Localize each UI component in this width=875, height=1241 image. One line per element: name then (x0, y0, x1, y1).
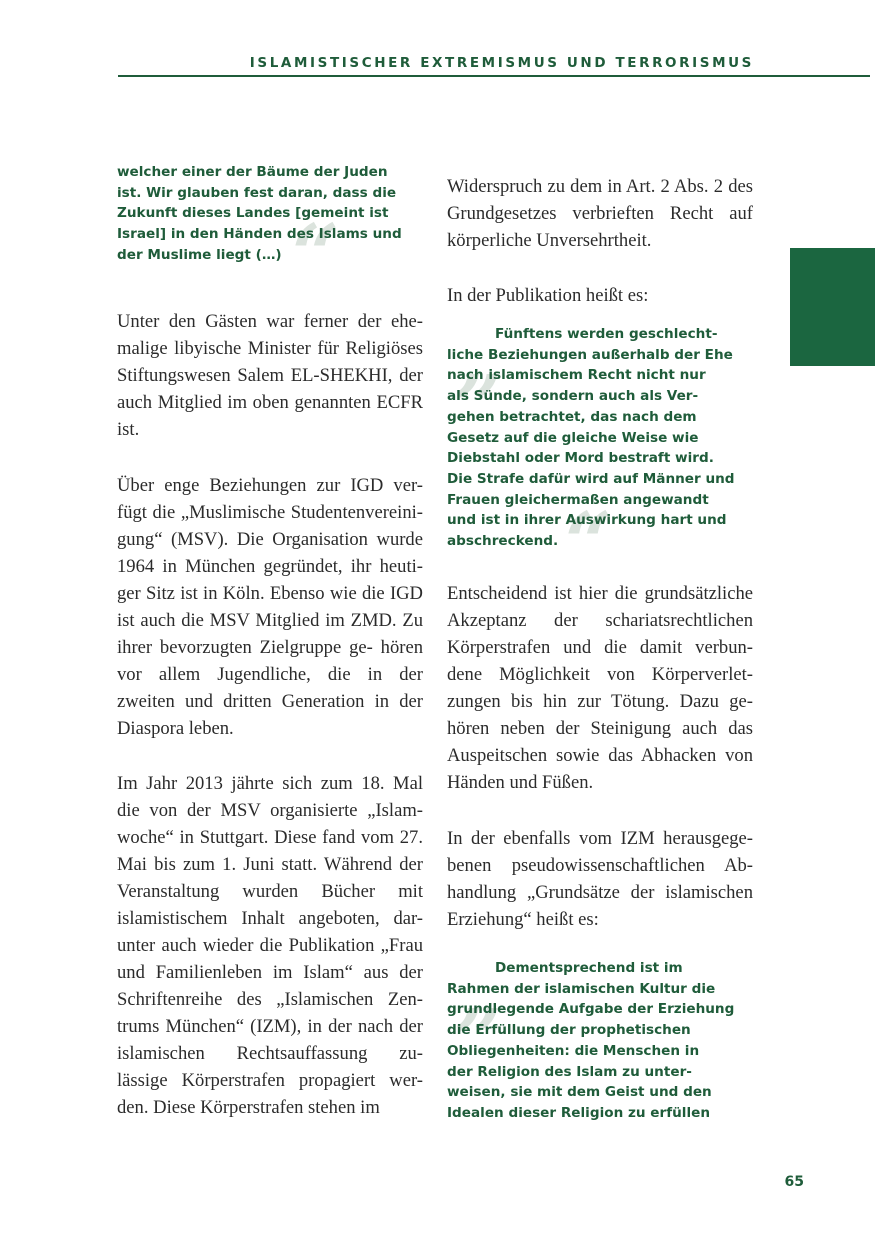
text-line: Im Jahr 2013 jährte sich zum 18. Mal (117, 773, 423, 794)
text-line: den. Diese Körperstrafen stehen im (117, 1097, 380, 1118)
closing-quote-mark: “ (292, 207, 340, 303)
text-line: dene Möglichkeit von Körperverlet- (447, 664, 753, 685)
text-line: In der Publikation heißt es: (447, 285, 649, 306)
quote-line: gehen betrachtet, das nach dem (447, 408, 697, 425)
quote-line: liche Beziehungen außerhalb der Ehe (447, 346, 733, 363)
text-line: der Veranstaltung wurden Bücher mit (117, 854, 423, 902)
right-paragraph-2 (447, 282, 753, 309)
quote-line: Zukunft dieses Landes [gemeint ist (117, 205, 389, 222)
quote-line: Fünftens werden geschlecht- (495, 326, 718, 342)
quote-line: Idealen dieser Religion zu erfüllen (447, 1104, 711, 1121)
text-line: benen pseudowissenschaftlichen Ab- (447, 855, 753, 876)
quote-line: Gesetz auf die gleiche Weise wie (447, 429, 699, 446)
quote-line: weisen, sie mit dem Geist und den (447, 1084, 712, 1101)
text-line: Auspeitschen sowie das Abhacken (447, 745, 726, 766)
text-line: Körperstrafen und die damit verbun- (447, 637, 753, 658)
closing-quote-mark: “ (565, 495, 613, 591)
opening-quote-mark: „ (456, 945, 504, 1041)
quote-line: und ist in ihrer Auswirkung hart und (447, 512, 727, 529)
quote-line: Die Strafe dafür wird auf Männer und (447, 470, 735, 487)
text-line: Akzeptanz der schariatsrechtlichen (447, 610, 753, 631)
quote-line: abschreckend. (447, 533, 559, 550)
text-line: der islamischen Rechtsauffassung zu- (117, 1016, 423, 1064)
quote-line: als Sünde, sondern auch als Ver- (447, 388, 699, 405)
text-line: von Händen und Füßen. (447, 745, 753, 793)
quote-line: der Muslime liegt (…) (117, 246, 282, 263)
text-line: 1964 in München gegründet, ihr heuti- (117, 556, 423, 577)
page-number: 65 (784, 1174, 804, 1190)
quote-line: grundlegende Aufgabe der Erziehung (447, 1001, 735, 1018)
text-line: Widerspruch zu dem in Art. 2 Abs. 2 (447, 176, 729, 197)
text-line: gung“ (MSV). Die Organisation wurde (117, 529, 423, 550)
text-line: woche“ in Stuttgart. Diese fand vom (117, 827, 400, 848)
text-line: malige libyische Minister für Religiöses (117, 338, 423, 359)
text-line: die von der MSV organisierte „Islam- (117, 800, 423, 821)
quote-line: welcher einer der Bäume der Juden (117, 164, 388, 180)
text-line: auf körperliche Unversehrtheit. (447, 203, 753, 251)
text-line: des Grundgesetzes verbrieften Recht (447, 176, 753, 224)
text-line: ger Sitz ist in Köln. Ebenso wie die IGD (117, 583, 423, 604)
text-line: zungen bis hin zur Tötung. Dazu ge- (447, 691, 753, 712)
quote-line: Israel] in den Händen des Islams und (117, 226, 402, 243)
left-paragraph-3 (117, 770, 423, 1121)
quote-line: Frauen gleichermaßen angewandt (447, 491, 709, 508)
quote-line: Dementsprechend ist im (495, 960, 683, 976)
quote-line: Obliegenheiten: die Menschen in (447, 1042, 700, 1059)
quote-line: die Erfüllung der prophetischen (447, 1022, 691, 1039)
left-quote (117, 162, 427, 266)
quote-line: Diebstahl oder Mord bestraft wird. (447, 450, 714, 467)
text-line: ist auch die MSV Mitglied im ZMD. (117, 610, 403, 631)
right-quote-2 (447, 958, 757, 1124)
left-paragraph-2 (117, 472, 423, 742)
right-paragraph-1 (447, 173, 753, 254)
opening-quote-mark: „ (456, 311, 504, 407)
text-line: und Familienleben im Islam“ aus der (117, 962, 423, 983)
text-line: ist. (117, 419, 140, 440)
text-line: 27. Mai bis zum 1. Juni statt. Während (117, 827, 423, 875)
text-line: Entscheidend ist hier die grundsätzliche (447, 583, 753, 604)
running-header: ISLAMISTISCHER EXTREMISMUS UND TERRORISMUS (249, 55, 754, 71)
text-line: fügt die „Muslimische Studentenvereini- (117, 502, 423, 523)
right-paragraph-3 (447, 580, 753, 796)
chapter-tab (790, 248, 875, 366)
text-line: hören vor allem Jugendliche, die in der (117, 637, 423, 685)
quote-line: nach islamischem Recht nicht nur (447, 367, 706, 384)
text-line: hören neben der Steinigung auch das (447, 718, 753, 739)
quote-line: ist. Wir glauben fest daran, dass die (117, 184, 397, 201)
text-line: In der ebenfalls vom IZM herausgege- (447, 828, 753, 849)
text-line: auch Mitglied im oben genannten ECFR (117, 392, 423, 413)
text-line: Stiftungswesen Salem EL-SHEKHI, der (117, 365, 423, 386)
text-line: handlung „Grundsätze der islamischen (447, 882, 753, 903)
text-line: Schriftenreihe des „Islamischen Zen- (117, 989, 423, 1010)
header-rule (118, 75, 870, 77)
left-paragraph-1 (117, 308, 423, 443)
text-line: unter auch wieder die Publikation „Frau (117, 935, 423, 956)
text-line: trums München“ (IZM), in der nach (117, 1016, 400, 1037)
quote-line: der Religion des Islam zu unter- (447, 1063, 692, 1080)
text-line: Unter den Gästen war ferner der ehe- (117, 311, 423, 332)
quote-line: Rahmen der islamischen Kultur die (447, 980, 716, 997)
text-line: lässige Körperstrafen propagiert wer- (117, 1070, 423, 1091)
text-line: Diaspora leben. (117, 718, 234, 739)
text-line: zweiten und dritten Generation in der (117, 691, 423, 712)
text-line: islamistischem Inhalt angeboten, dar- (117, 908, 423, 929)
right-paragraph-4 (447, 825, 753, 933)
text-line: Über enge Beziehungen zur IGD ver- (117, 475, 423, 496)
text-line: Zu ihrer bevorzugten Zielgruppe ge- (117, 610, 423, 658)
right-quote-1 (447, 324, 757, 552)
text-line: Erziehung“ heißt es: (447, 909, 599, 930)
